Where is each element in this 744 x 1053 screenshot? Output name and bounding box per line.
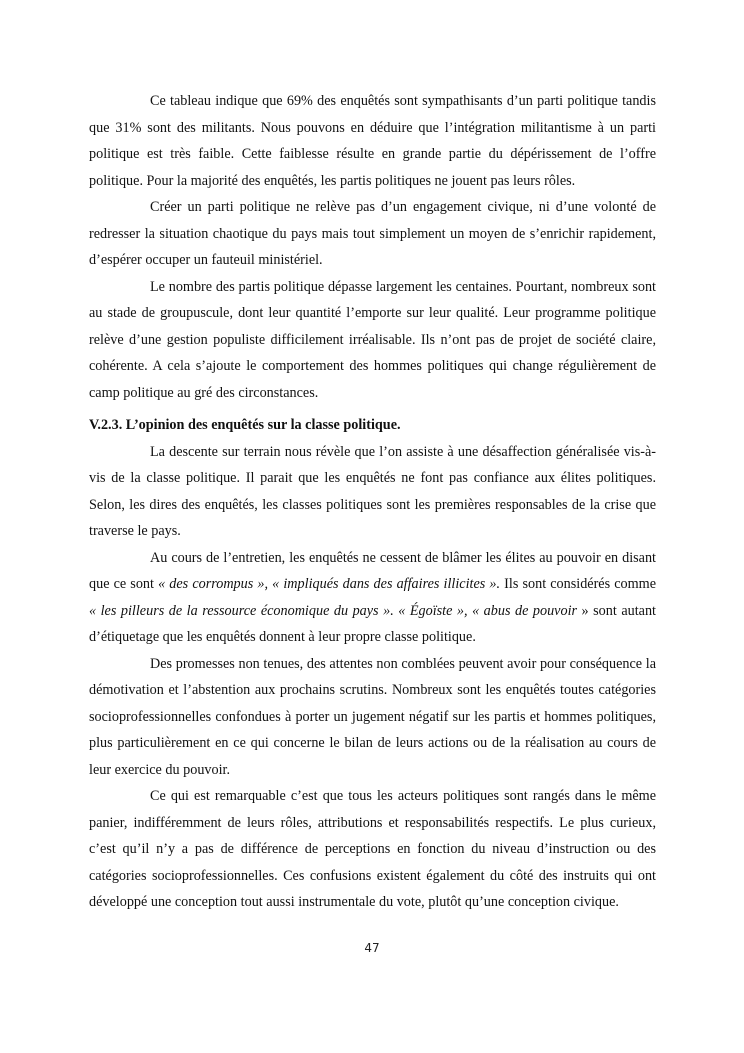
interview-quote-2: « les pilleurs de la ressource économique du pays ». « Égoïste », « abus de pouvoir (89, 602, 578, 619)
paragraph-party-count: Le nombre des partis politique dépasse largement les centaines. Pourtant, nombreux sont au stade de groupuscule, dont leur quantité l’emporte sur leur qualité. Leur programme politique relève d’une gestion populiste difficilement irréalisable. Ils n’ont pas de projet de société claire, cohérente. A cela s’ajoute le comportement des hommes politiques qui change régulièrement de camp politique au gré des circonstances. (89, 278, 656, 401)
body-text (89, 88, 656, 916)
interview-text-b: Ils sont considérés comme (500, 576, 657, 592)
page-number: 47 (364, 941, 380, 955)
paragraph-promises: Des promesses non tenues, des attentes non comblées peuvent avoir pour conséquence la démotivation et l’abstention aux prochains scrutins. Nombreux sont les enquêtés toutes catégories socioprofessionnelles confondues à porter un jugement négatif sur les partis et hommes politiques, plus particulièrement en ce qui concerne le bilan de leurs actions ou de la réalisation au cours de leur exercice du pouvoir. (89, 655, 656, 778)
interview-text-a: Au cours de l’entretien, les enquêtés ne cessent de blâmer les élites au pouvoir en disant que ce sont (89, 549, 656, 592)
paragraph-remarkable: Ce qui est remarquable c’est que tous les acteurs politiques sont rangés dans le même panier, indifféremment de leurs rôles, attributions et responsabilités respectifs. Le plus curieux, c’est qu’il n’y a pas de différence de perceptions en fonction du niveau d’instruction ou des catégories socioprofessionnelles. Ces confusions existent également du côté des instruits qui ont développé une conception tout aussi instrumentale du vote, plutôt qu’une conception civique. (89, 788, 656, 910)
paragraph-table-interpretation: Ce tableau indique que 69% des enquêtés sont sympathisants d’un parti politique tandis que 31% sont des militants. Nous pouvons en déduire que l’intégration militantisme à un parti politique est très faible. Cette faiblesse résulte en grande partie du dépérissement de l’offre politique. Pour la majorité des enquêtés, les partis politiques ne jouent pas leurs rôles. (89, 93, 656, 189)
paragraph-interview (89, 545, 656, 651)
interview-quote-1: « des corrompus », « impliqués dans des affaires illicites ». (158, 576, 501, 592)
interview-text-c: » sont autant d’étiquetage que les enquêtés donnent à leur propre classe politique. (89, 602, 656, 645)
section-heading: V.2.3. L’opinion des enquêtés sur la classe politique. (89, 417, 401, 433)
paragraph-field-survey: La descente sur terrain nous révèle que l’on assiste à une désaffection généralisée vis-à-vis de la classe politique. Il parait que les enquêtés ne font pas confiance aux élites politiques. Selon, les dires des enquêtés, les classes politiques sont les premières responsables de la crise que traverse le pays. (89, 443, 656, 539)
paragraph-party-creation: Créer un parti politique ne relève pas d’un engagement civique, ni d’une volonté de redresser la situation chaotique du pays mais tout simplement un moyen de s’enrichir rapidement, d’espérer occuper un fauteuil ministériel. (89, 199, 656, 268)
